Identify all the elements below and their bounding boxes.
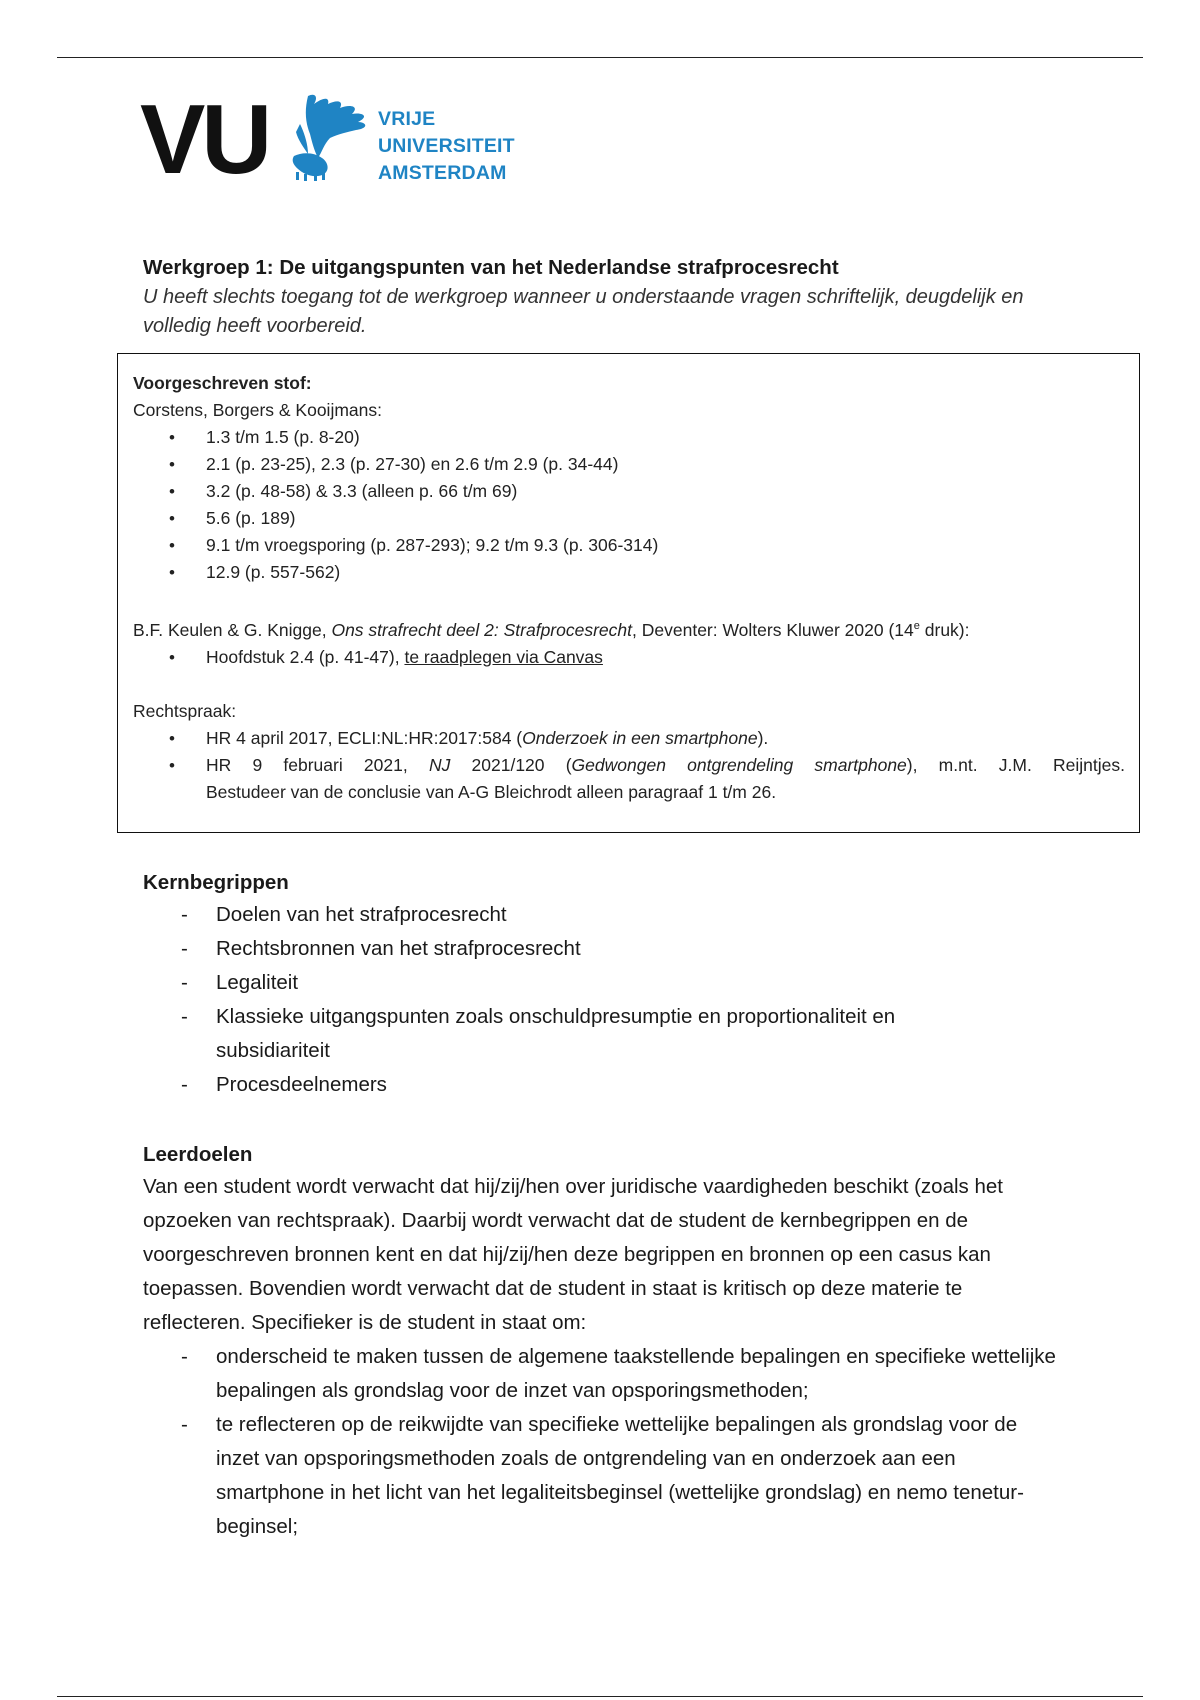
book2-end: druk): — [919, 619, 970, 640]
list-item: • 3.2 (p. 48-58) & 3.3 (alleen p. 66 t/m 69) — [133, 478, 1125, 505]
book2-publisher: , Deventer: Wolters Kluwer 2020 (14 — [632, 619, 914, 640]
bottom-rule — [57, 1696, 1143, 1697]
case1-post: ). — [757, 727, 769, 748]
canvas-link[interactable]: te raadplegen via Canvas — [404, 646, 603, 667]
griffin-icon — [278, 88, 373, 183]
list-item: - Klassieke uitgangspunten zoals onschuldpresumptie en proportionaliteit en subsidiariteit — [143, 1000, 983, 1068]
leerdoelen-title: Leerdoelen — [143, 1143, 253, 1166]
book2-reference — [133, 613, 1125, 644]
book2-item-text: Hoofdstuk 2.4 (p. 41-47), — [206, 646, 405, 667]
case2-nj: NJ — [428, 754, 451, 775]
book1-title: Corstens, Borgers & Kooijmans: — [133, 400, 382, 420]
logo-wordmark — [378, 106, 515, 187]
leerdoelen-section — [143, 1140, 1056, 1544]
list-item — [133, 752, 1125, 806]
book2-authors: B.F. Keulen & G. Knigge, — [133, 619, 332, 640]
kernbegrippen-section — [143, 868, 1053, 1102]
case2-line2: Bestudeer van de conclusie van A-G Bleichrodt alleen paragraaf 1 t/m 26. — [206, 781, 777, 802]
prescribed-material-box — [117, 353, 1140, 833]
case-law-list — [133, 725, 1125, 806]
case1-italic: Onderzoek in een smartphone — [522, 727, 758, 748]
list-item: • 1.3 t/m 1.5 (p. 8-20) — [133, 424, 1125, 451]
top-rule — [57, 57, 1143, 58]
leerdoelen-paragraph: Van een student wordt verwacht dat hij/zij/hen over juridische vaardigheden beschikt (zoals het opzoeken van rechtspraak). Daarbij wordt verwacht dat de student de kernbegrippen en de voorgeschreven bronnen kent en dat hij/zij/hen deze begrippen en bronnen op een casus kan toepassen. Bovendien wordt verwacht dat de student in staat is kritisch op deze materie te reflecteren. Specifieker is de student in staat om: — [143, 1175, 1003, 1334]
case-law-heading: Rechtspraak: — [133, 700, 237, 721]
list-item: - te reflecteren op de reikwijdte van specifieke wettelijke bepalingen als grondslag voor de inzet van opsporingsmethoden zoals de ontgrendeling van en onderzoek aan een smartphone in het licht van het legaliteitsbeginsel (wettelijke grondslag) en nemo tenetur-beginsel; — [143, 1408, 1058, 1544]
list-item: • 5.6 (p. 189) — [133, 505, 1125, 532]
logo-letters: VU — [140, 84, 269, 194]
kernbegrippen-list — [143, 898, 983, 1102]
vu-logo — [140, 84, 520, 198]
logo-line: VRIJE — [378, 108, 436, 130]
book2-sup: e — [913, 620, 920, 632]
list-item: - Rechtsbronnen van het strafprocesrecht — [143, 932, 983, 966]
list-item: - Procesdeelnemers — [143, 1068, 983, 1102]
case2-a: HR 9 februari 2021, — [206, 754, 429, 775]
logo-line: AMSTERDAM — [378, 162, 507, 184]
box-heading: Voorgeschreven stof: — [133, 373, 312, 393]
list-item: - Doelen van het strafprocesrecht — [143, 898, 983, 932]
case2-line1 — [206, 752, 1125, 779]
list-item — [133, 725, 1125, 752]
book2-list — [133, 644, 1125, 671]
leerdoelen-list — [143, 1340, 1058, 1544]
list-item: • 2.1 (p. 23-25), 2.3 (p. 27-30) en 2.6 t/m 2.9 (p. 34-44) — [133, 451, 1125, 478]
book2-title: Ons strafrecht deel 2: Strafprocesrecht — [331, 619, 633, 640]
case2-italic: Gedwongen ontgrendeling smartphone — [571, 754, 907, 775]
list-item: • 9.1 t/m vroegsporing (p. 287-293); 9.2 t/m 9.3 (p. 306-314) — [133, 532, 1125, 559]
list-item: - onderscheid te maken tussen de algemene taakstellende bepalingen en specifieke wettelijke bepalingen als grondslag voor de inzet van opsporingsmethoden; — [143, 1340, 1058, 1408]
kernbegrippen-title: Kernbegrippen — [143, 871, 289, 894]
list-item: - Legaliteit — [143, 966, 983, 1000]
logo-line: UNIVERSITEIT — [378, 135, 515, 157]
page-title: Werkgroep 1: De uitgangspunten van het Nederlandse strafprocesrecht — [143, 256, 839, 279]
case2-b: 2021/120 ( — [450, 754, 572, 775]
case2-c: ), m.nt. J.M. Reijntjes. — [906, 754, 1126, 775]
case1-pre: HR 4 april 2017, ECLI:NL:HR:2017:584 ( — [206, 727, 523, 748]
list-item — [133, 644, 1125, 671]
intro-text: U heeft slechts toegang tot de werkgroep wanneer u onderstaande vragen schriftelijk, deugdelijk en volledig heeft voorbereid. — [143, 286, 1024, 337]
list-item: • 12.9 (p. 557-562) — [133, 559, 1125, 586]
book1-list — [133, 424, 1125, 586]
